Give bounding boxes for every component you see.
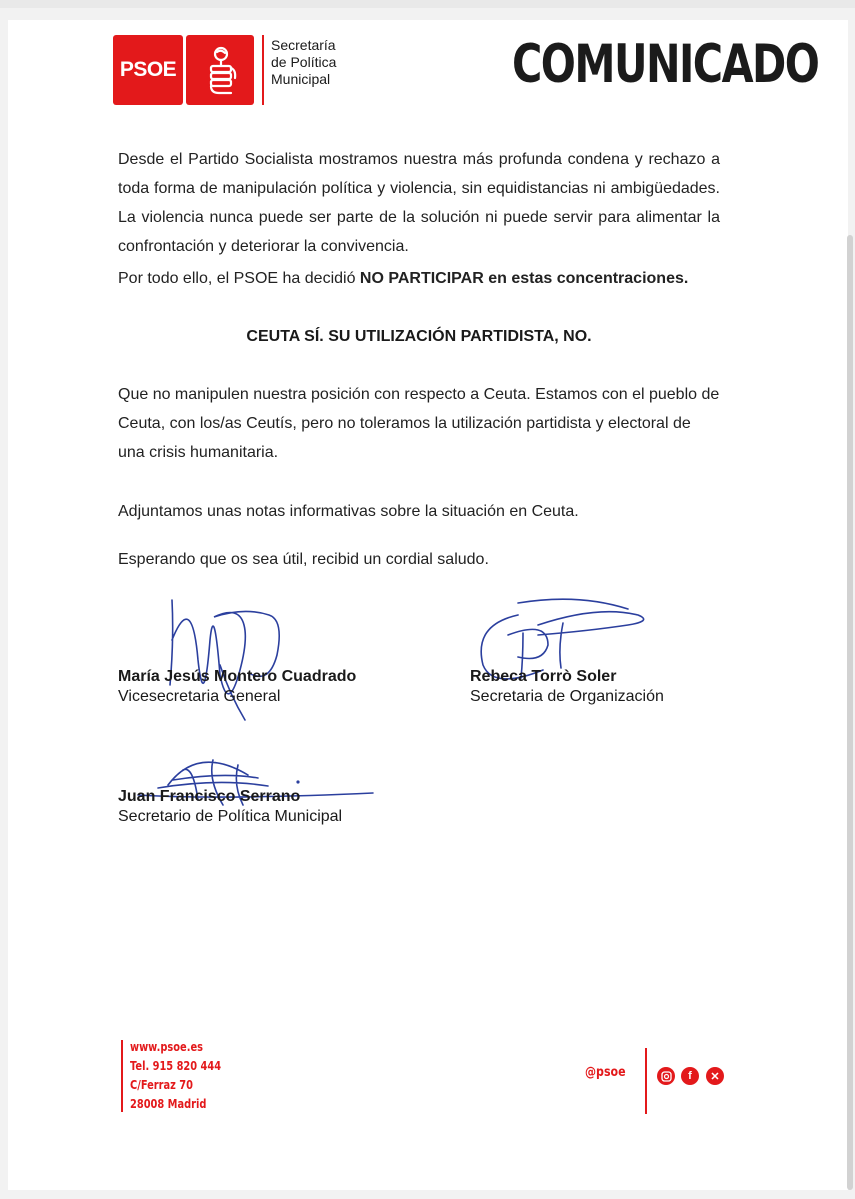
- signer-serrano: [118, 787, 342, 827]
- facebook-icon: f: [681, 1067, 699, 1085]
- rose-fist-logo-icon: [186, 35, 254, 105]
- footer-bar: [121, 1040, 123, 1112]
- decision-bold: NO PARTICIPAR en estas concentraciones.: [359, 270, 689, 287]
- department-line: de Política: [271, 54, 337, 70]
- footer-handle: @psoe: [585, 1065, 626, 1080]
- signer-role: Vicesecretaria General: [118, 688, 281, 705]
- paragraph-condemnation: Desde el Partido Socialista mostramos nuestra más profunda condena y rechazo a toda forma de manipulación política y violencia, sin equidistancias ni ambigüedades. La violencia nunca puede ser parte de la solución ni puede servir para alimentar la confrontación y deteriorar la convivencia.: [118, 151, 720, 255]
- paragraph-attachments: Adjuntamos unas notas informativas sobre la situación en Ceuta.: [118, 503, 579, 520]
- footer-street: C/Ferraz 70: [130, 1078, 194, 1092]
- logo-text: PSOE: [119, 58, 177, 81]
- signer-name: Rebeca Torrò Soler: [470, 668, 617, 685]
- decision-text: Por todo ello, el PSOE ha decidió: [118, 270, 360, 287]
- signer-montero: [118, 667, 356, 707]
- signer-role: Secretaria de Organización: [470, 688, 664, 705]
- footer-city: 28008 Madrid: [130, 1097, 207, 1111]
- signer-name: Juan Francisco Serrano: [118, 788, 301, 805]
- paragraph-decision: [118, 264, 720, 293]
- footer-contact: [130, 1038, 221, 1114]
- scrollbar[interactable]: [847, 235, 853, 1190]
- headline: CEUTA SÍ. SU UTILIZACIÓN PARTIDISTA, NO.: [246, 328, 592, 345]
- document-title: COMUNICADO: [512, 34, 819, 95]
- x-icon: ✕: [706, 1067, 724, 1085]
- viewer-top-bar: [0, 0, 855, 8]
- signer-role: Secretario de Política Municipal: [118, 808, 343, 825]
- department-name: [271, 37, 336, 88]
- instagram-icon: [657, 1067, 675, 1085]
- department-line: Municipal: [271, 71, 331, 87]
- paragraph-position: Que no manipulen nuestra posición con respecto a Ceuta. Estamos con el pueblo de Ceuta, con los/as Ceutís, pero no toleramos la utilización partidista y electoral de una crisis humanitaria.: [118, 386, 720, 461]
- department-line: Secretaría: [271, 37, 336, 53]
- signer-torro: [470, 667, 664, 707]
- footer-web: www.psoe.es: [130, 1040, 203, 1054]
- footer-divider: [645, 1048, 647, 1114]
- signer-name: María Jesús Montero Cuadrado: [118, 668, 357, 685]
- footer-phone: Tel. 915 820 444: [130, 1059, 222, 1073]
- psoe-logo: [113, 35, 183, 105]
- paragraph-closing: Esperando que os sea útil, recibid un cordial saludo.: [118, 551, 489, 568]
- header-divider: [262, 35, 264, 105]
